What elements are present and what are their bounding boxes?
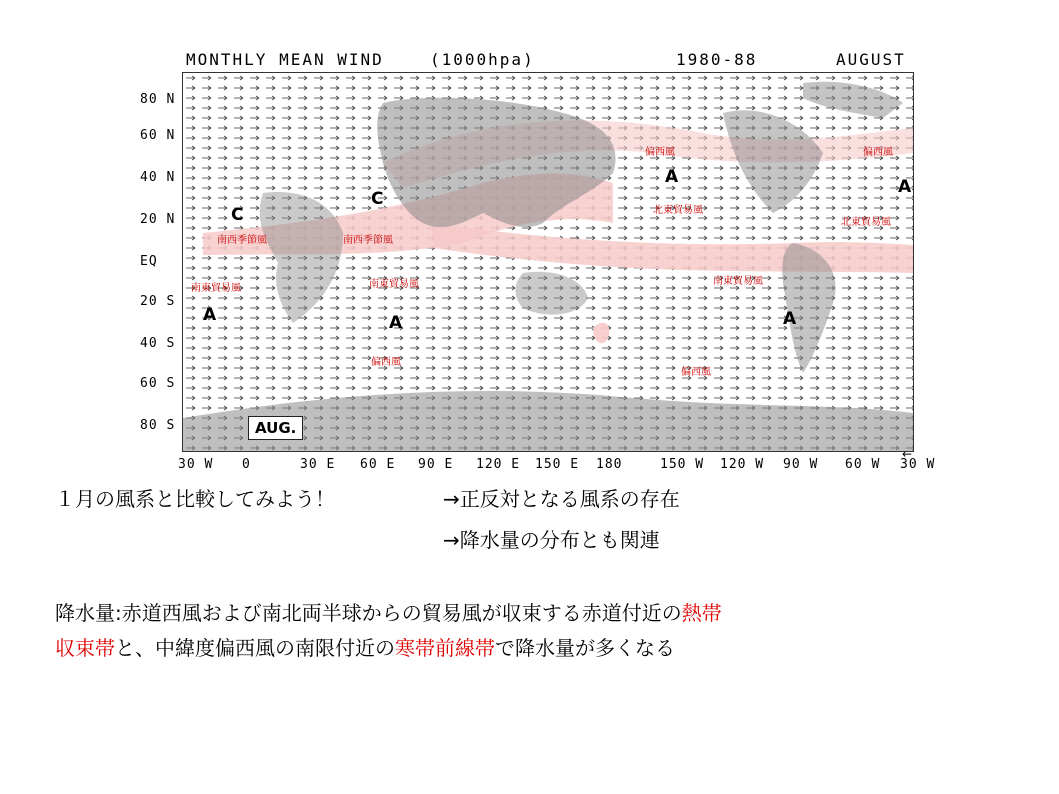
wind-label: 南東貿易風: [191, 283, 241, 294]
lon-label: 0: [242, 457, 251, 472]
wind-label: 南西季節風: [217, 235, 267, 246]
lon-label: 180: [596, 457, 623, 472]
lat-label: 20 S: [140, 294, 176, 309]
lon-label: 150 W: [660, 457, 705, 472]
lat-label: 20 N: [140, 212, 176, 227]
map-period: 1980-88: [676, 50, 758, 69]
precip-text-a: 降水量:赤道西風および南北両半球からの貿易風が収束する赤道付近の: [55, 601, 682, 625]
lon-label: 60 E: [360, 457, 396, 472]
lat-label: 40 S: [140, 336, 176, 351]
itcz-term-a: 熱帯: [681, 601, 722, 625]
lat-label: 80 S: [140, 418, 176, 433]
map-month: AUGUST: [836, 50, 906, 69]
lat-label: 80 N: [140, 92, 176, 107]
precip-relation-text: →降水量の分布とも関連: [443, 528, 660, 552]
itcz-term-b: 収束帯: [55, 636, 115, 660]
wind-label: 偏西風: [681, 367, 711, 378]
wind-label: 偏西風: [371, 357, 401, 368]
lon-label: 60 W: [845, 457, 881, 472]
lat-label: 40 N: [140, 170, 176, 185]
lat-label: 60 N: [140, 128, 176, 143]
precip-text-b: と、中緯度偏西風の南限付近の: [115, 636, 395, 660]
wind-label: 南東貿易風: [713, 276, 763, 287]
lon-label: 30 W: [178, 457, 214, 472]
precip-paragraph-line2: [55, 632, 675, 661]
wind-label: 偏西風: [863, 147, 893, 158]
wind-label: 北東貿易風: [653, 205, 703, 216]
pressure-mark: A: [783, 309, 797, 329]
lon-label: 30 E: [300, 457, 336, 472]
panel-label: AUG.: [248, 416, 303, 440]
wind-label: 偏西風: [645, 147, 675, 158]
pressure-mark: A: [389, 313, 403, 333]
map-title: MONTHLY MEAN WIND: [186, 50, 384, 69]
wind-label: 北東貿易風: [841, 217, 891, 228]
arrow-left-icon: ←: [902, 447, 913, 461]
precip-paragraph-line1: [55, 597, 722, 626]
polar-front-term: 寒帯前線帯: [395, 636, 495, 660]
lon-label: 90 E: [418, 457, 454, 472]
pressure-mark: A: [665, 167, 679, 187]
wind-label: 南西季節風: [343, 235, 393, 246]
wind-map: [182, 72, 914, 452]
precip-text-c: で降水量が多くなる: [495, 636, 675, 660]
map-graphic: [183, 73, 913, 451]
lon-label: 120 E: [476, 457, 521, 472]
opposite-text: →正反対となる風系の存在: [443, 487, 680, 511]
pressure-mark: C: [231, 205, 244, 225]
lon-label: 30 W: [900, 457, 936, 472]
compare-text: １月の風系と比較してみよう！: [55, 487, 335, 511]
lon-label: 150 E: [535, 457, 580, 472]
lon-label: 120 W: [720, 457, 765, 472]
pressure-mark: A: [898, 177, 912, 197]
wind-label: 南東貿易風: [369, 279, 419, 290]
lat-label: 60 S: [140, 376, 176, 391]
lat-label: EQ: [140, 254, 158, 269]
pressure-mark: C: [371, 189, 384, 209]
lon-label: 90 W: [783, 457, 819, 472]
pressure-mark: A: [203, 305, 217, 325]
map-level: (1000hpa): [430, 50, 535, 69]
